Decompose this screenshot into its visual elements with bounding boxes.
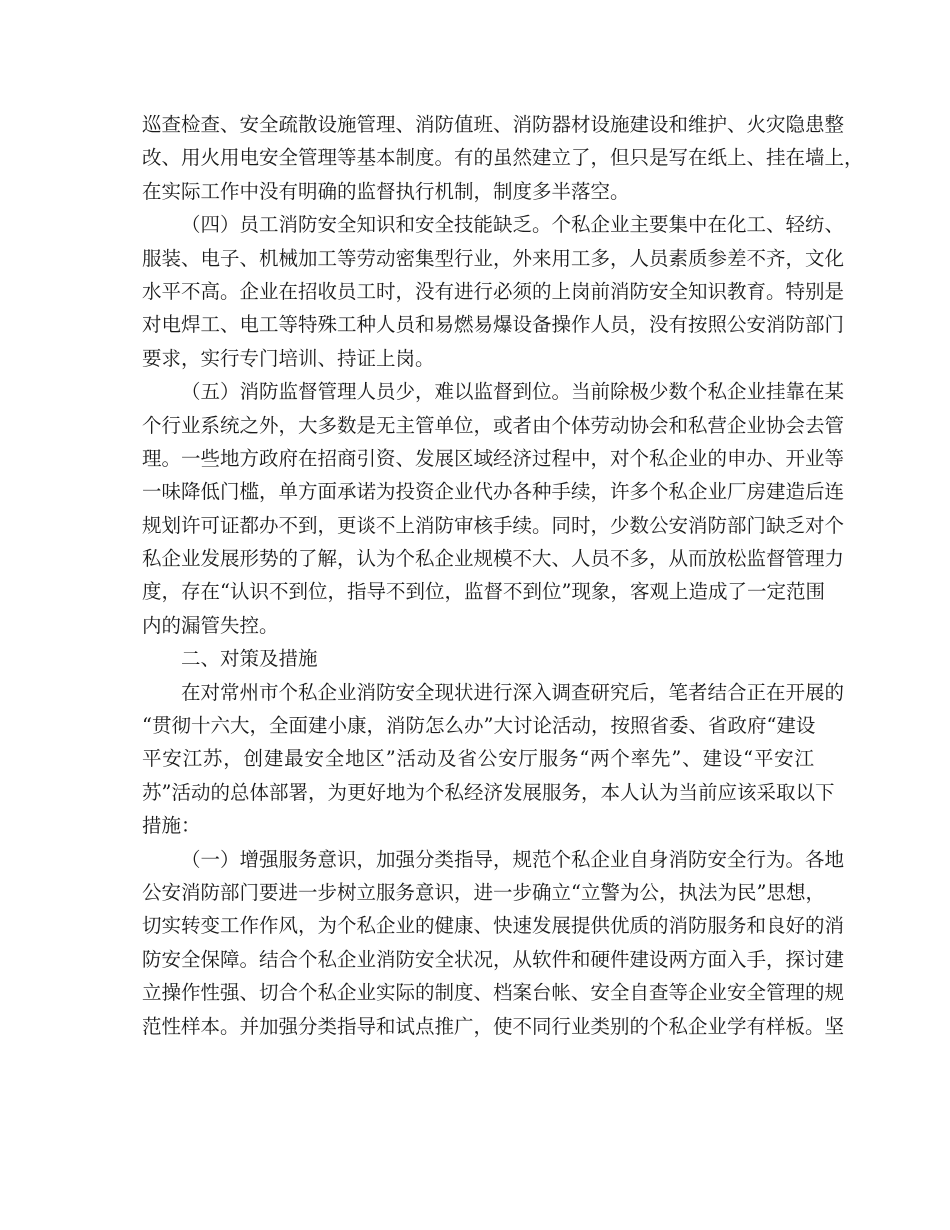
text-line: 巡查检查、安全疏散设施管理、消防值班、消防器材设施建设和维护、火灾隐患整 — [142, 113, 845, 136]
text-line: （四）员工消防安全知识和安全技能缺乏。个私企业主要集中在化工、轻纺、 — [181, 213, 845, 237]
text-line: 度，存在“认识不到位，指导不到位，监督不到位”现象，客观上造成了一定范围 — [142, 580, 825, 604]
text-line: 切实转变工作作风，为个私企业的健康、快速发展提供优质的消防服务和良好的消 — [142, 914, 845, 938]
text-line: （一）增强服务意识，加强分类指导，规范个私企业自身消防安全行为。各地 — [181, 847, 845, 871]
text-line: 范性样本。并加强分类指导和试点推广，使不同行业类别的个私企业学有样板。坚 — [142, 1014, 845, 1038]
text-line: 要求，实行专门培训、持证上岗。 — [142, 346, 435, 370]
text-line: 改、用火用电安全管理等基本制度。有的虽然建立了，但只是写在纸上、挂在墙上， — [142, 146, 864, 170]
text-line: 苏”活动的总体部署，为更好地为个私经济发展服务，本人认为当前应该采取以下 — [142, 780, 835, 804]
text-line: 内的漏管失控。 — [142, 613, 279, 637]
text-line: 公安消防部门要进一步树立服务意识，进一步确立“立警为公，执法为民”思想， — [142, 880, 825, 904]
text-line: 在实际工作中没有明确的监督执行机制，制度多半落空。 — [142, 179, 630, 203]
text-line: 防安全保障。结合个私企业消防安全状况，从软件和硬件建设两方面入手，探讨建 — [142, 947, 845, 971]
text-line: 措施： — [142, 814, 201, 838]
text-line: 私企业发展形势的了解，认为个私企业规模不大、人员不多，从而放松监督管理力 — [142, 547, 845, 571]
text-line: （五）消防监督管理人员少，难以监督到位。当前除极少数个私企业挂靠在某 — [181, 380, 845, 404]
text-line: 一味降低门槛，单方面承诺为投资企业代办各种手续，许多个私企业厂房建造后连 — [142, 480, 845, 504]
text-line: 对电焊工、电工等特殊工种人员和易燃易爆设备操作人员，没有按照公安消防部门 — [142, 313, 845, 337]
text-line: 服装、电子、机械加工等劳动密集型行业，外来用工多，人员素质参差不齐，文化 — [142, 246, 845, 270]
text-line: 立操作性强、切合个私企业实际的制度、档案台帐、安全自查等企业安全管理的规 — [142, 981, 845, 1005]
text-line: 规划许可证都办不到，更谈不上消防审核手续。同时，少数公安消防部门缺乏对个 — [142, 513, 845, 537]
text-line: 个行业系统之外，大多数是无主管单位，或者由个体劳动协会和私营企业协会去管 — [142, 413, 845, 437]
text-line: 平安江苏，创建最安全地区”活动及省公安厅服务“两个率先”、建设“平安江 — [142, 747, 814, 771]
text-line: 水平不高。企业在招收员工时，没有进行必须的上岗前消防安全知识教育。特别是 — [142, 279, 845, 303]
text-line: “贯彻十六大，全面建小康，消防怎么办”大讨论活动，按照省委、省政府“建设 — [142, 714, 816, 738]
text-line: 理。一些地方政府在招商引资、发展区域经济过程中，对个私企业的申办、开业等 — [142, 446, 845, 470]
text-line: 在对常州市个私企业消防安全现状进行深入调查研究后，笔者结合正在开展的 — [181, 680, 845, 704]
document-body — [142, 108, 864, 1043]
text-line: 二、对策及措施 — [181, 647, 318, 671]
